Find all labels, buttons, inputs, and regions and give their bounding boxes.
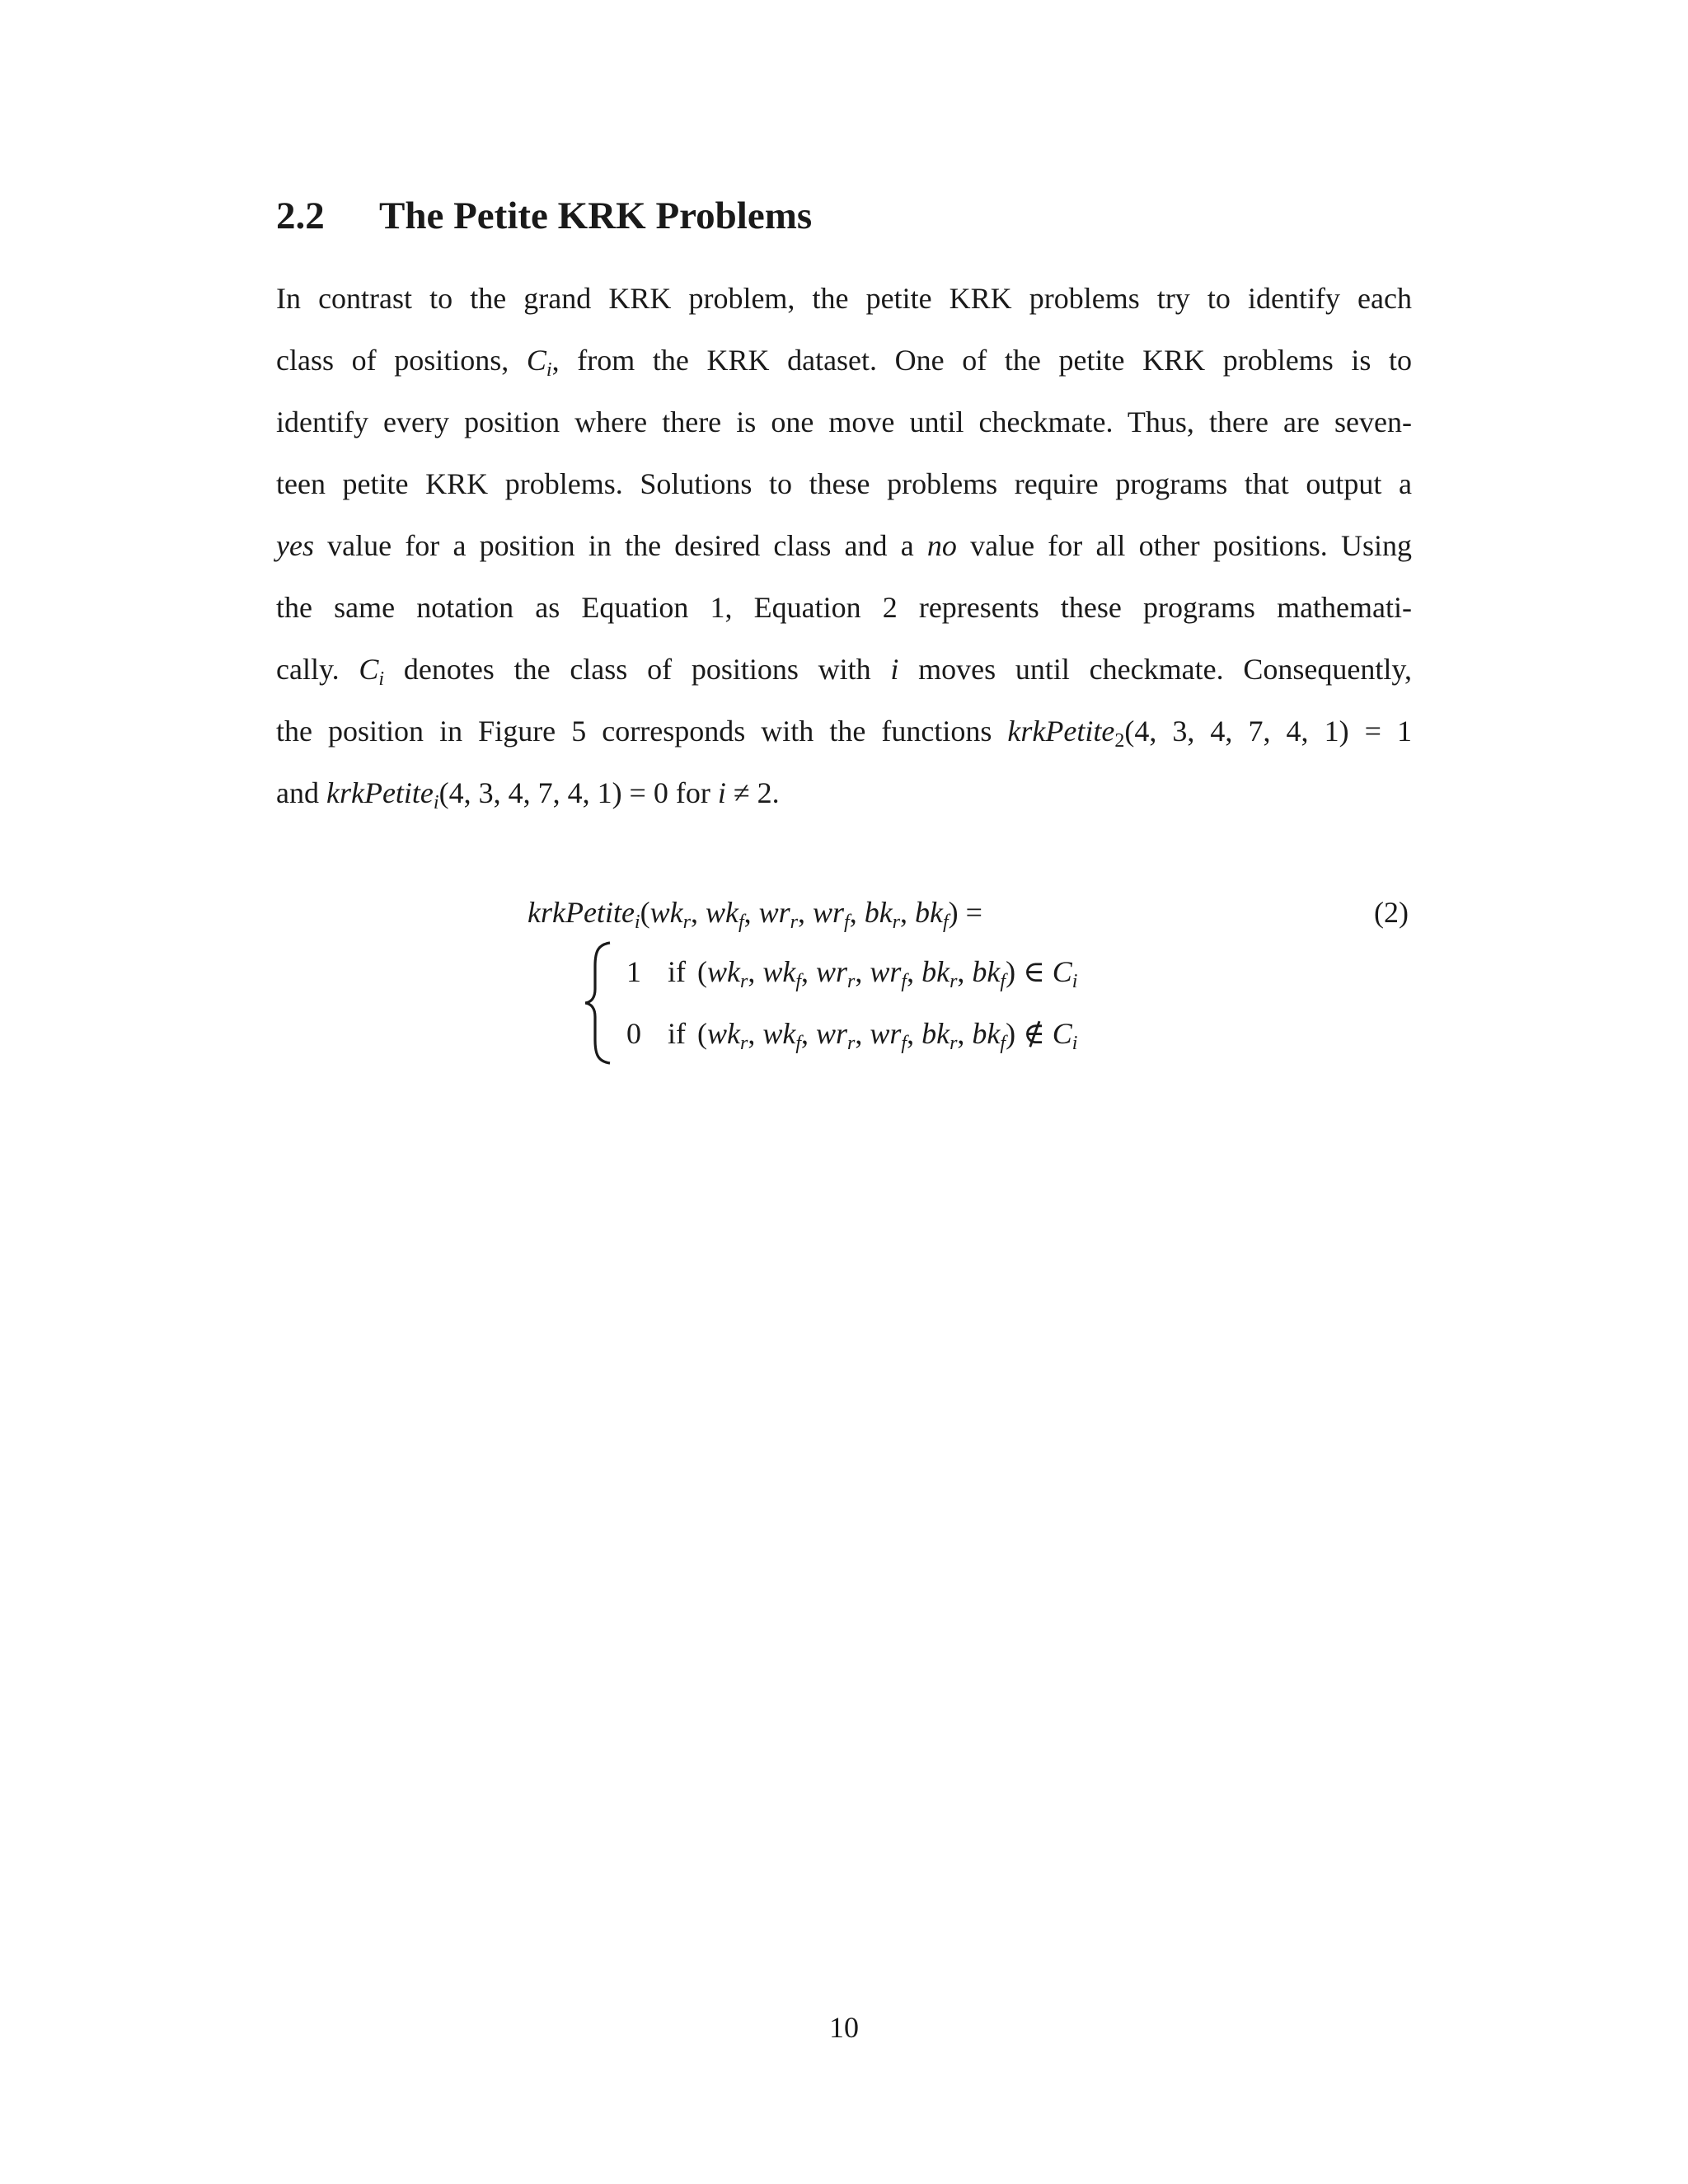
case-value: 0	[626, 1017, 641, 1050]
math-ci	[526, 344, 552, 381]
math-subscript: i	[546, 359, 552, 381]
math-subscript: i	[1071, 1033, 1078, 1054]
math-subscript: i	[433, 792, 439, 813]
math-symbol: C	[526, 344, 546, 377]
equation-case-1	[626, 941, 1077, 1003]
math-symbol: krkPetite	[528, 896, 635, 929]
case-if: if	[668, 955, 686, 988]
math-ci	[359, 653, 385, 690]
math-symbol: krkPetite	[1007, 715, 1115, 748]
math-symbol: krkPetite	[326, 776, 434, 809]
case-value: 1	[626, 955, 641, 988]
equation-number: (2)	[1374, 896, 1409, 929]
paragraph-line	[276, 453, 1412, 515]
text-run: the position in Figure 5 corresponds with the functions	[276, 715, 1008, 748]
text-run: value for all other positions. Using	[956, 529, 1413, 562]
math-symbol: C	[1052, 955, 1072, 988]
equation-lhs	[528, 882, 982, 944]
paragraph-line	[276, 268, 1412, 330]
paragraph-line	[276, 639, 1412, 701]
math-subscript: i	[378, 668, 385, 690]
math-symbol: C	[359, 653, 379, 686]
math-symbol: i	[890, 653, 899, 686]
page-number: 10	[829, 2011, 859, 2044]
case-args: ($wk_r$, $wk_f$, $wr_r$, $wr_f$, $bk_r$, $bk_f$)	[697, 1017, 1016, 1054]
math-subscript: 2	[1114, 730, 1125, 752]
math-symbol: i	[717, 776, 726, 809]
text-run: ≠ 2.	[725, 776, 780, 809]
text-run: (4, 3, 4, 7, 4, 1) = 0 for	[438, 776, 718, 809]
math-subscript: i	[1071, 971, 1078, 992]
emphasis-yes: yes	[276, 529, 314, 562]
math-function	[326, 776, 439, 813]
text-run: identify every position where there is one move until checkmate. Thus, there are seven-	[276, 405, 1412, 438]
section-number: 2.2	[276, 194, 325, 237]
paragraph-line	[276, 391, 1412, 453]
text-run: , from the KRK dataset. One of the petite KRK problems is to	[551, 344, 1413, 377]
text-run: and	[276, 776, 326, 809]
paragraph-line	[276, 762, 1412, 824]
case-args: ($wk_r$, $wk_f$, $wr_r$, $wr_f$, $bk_r$, $bk_f$)	[697, 955, 1016, 992]
text-run: cally.	[276, 653, 359, 686]
paragraph-line	[276, 577, 1412, 639]
text-run: class of positions,	[276, 344, 509, 377]
text-run: denotes the class of positions with	[384, 653, 891, 686]
paragraph-line	[276, 515, 1412, 577]
text-run: (4, 3, 4, 7, 4, 1) = 1	[1124, 715, 1412, 748]
emphasis-no: no	[926, 529, 957, 562]
section-title: The Petite KRK Problems	[379, 194, 813, 237]
equation-case-2	[626, 1003, 1077, 1065]
equation-args: ($wk_r$, $wk_f$, $wr_r$, $wr_f$, $bk_r$, $bk_f$) =	[640, 896, 982, 933]
text-run: the same notation as Equation 1, Equation 2 represents these programs mathemati-	[276, 591, 1412, 624]
math-subscript: i	[634, 912, 640, 933]
case-if: if	[668, 1017, 686, 1050]
body-paragraph	[276, 268, 1412, 824]
paragraph-line	[276, 330, 1412, 391]
section-heading	[276, 191, 812, 241]
math-symbol: C	[1052, 1017, 1072, 1050]
text-run: moves until checkmate. Consequently,	[898, 653, 1412, 686]
math-function	[1007, 715, 1125, 752]
text-run: In contrast to the grand KRK problem, the petite KRK problems try to identify each	[276, 282, 1412, 315]
paragraph-line	[276, 701, 1412, 762]
text-run: teen petite KRK problems. Solutions to these problems require programs that output a	[276, 467, 1412, 500]
case-relation: ∉	[1023, 1017, 1045, 1050]
text-run: value for a position in the desired class and a	[313, 529, 927, 562]
case-relation: ∈	[1023, 955, 1045, 988]
